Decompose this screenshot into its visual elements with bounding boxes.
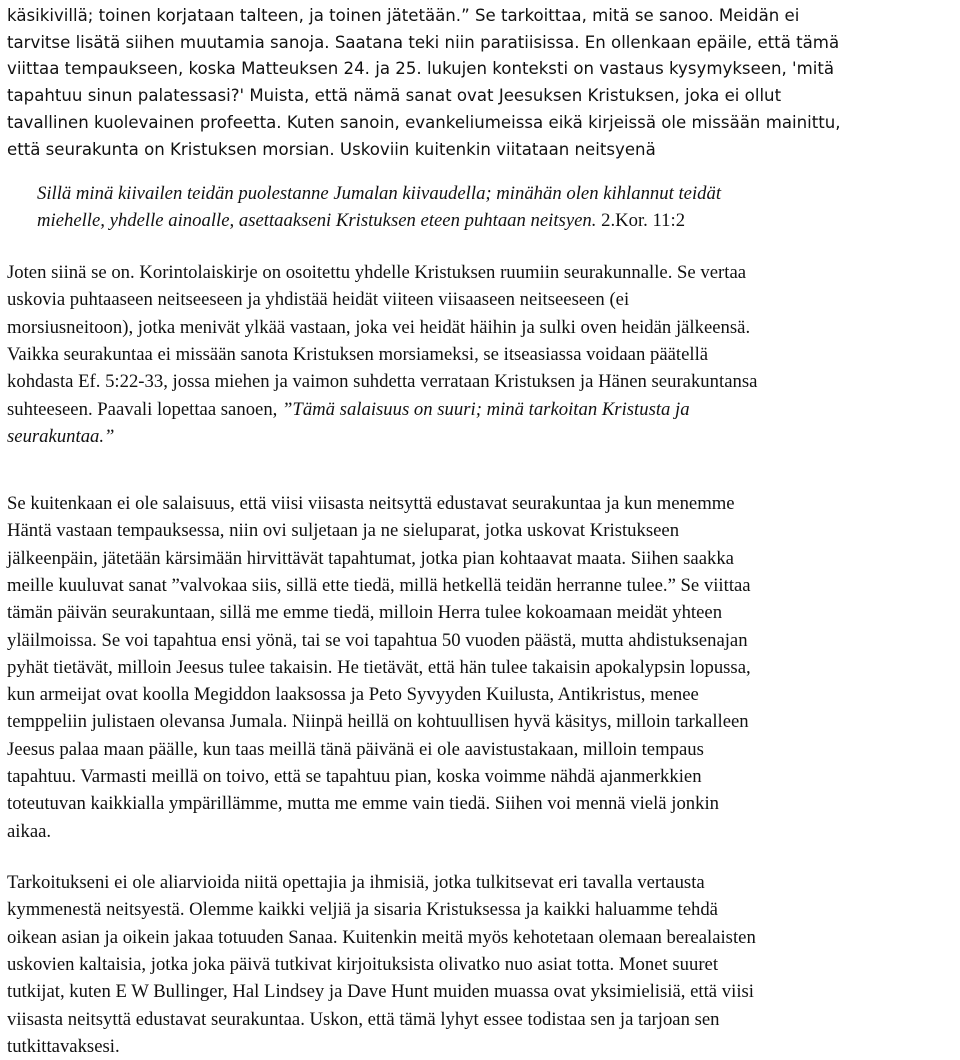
text-line: [7, 897, 718, 923]
text-line: [7, 137, 656, 163]
text-line: [7, 682, 699, 708]
text-line: [7, 1007, 720, 1033]
text-line: [7, 30, 839, 56]
text-line: [37, 208, 685, 234]
text-line: [7, 870, 705, 896]
text-span: Sillä minä kiivailen teidän puolestanne Jumalan kiivaudella; minähän olen kihlannut teidät: [37, 183, 722, 204]
text-span: Häntä vastaan tempauksessa, niin ovi suljetaan ja ne sieluparat, jotka uskovat Kristukseen: [7, 520, 680, 542]
text-span: tarvitse lisätä siihen muutamia sanoja. Saatana teki niin paratiisissa. En ollenkaan epäile, että tämä: [7, 32, 840, 52]
text-span: Tarkoitukseni ei ole aliarvioida niitä opettajia ja ihmisiä, jotka tulkitsevat eri tavalla vertausta: [7, 872, 705, 893]
text-span: miehelle, yhdelle ainoalle, asettaakseni Kristuksen eteen puhtaan neitsyen.: [37, 210, 602, 231]
text-span: tavallinen kuolevainen profeetta. Kuten sanoin, evankeliumeissa eikä kirjeissä ole missään mainittu,: [7, 112, 841, 132]
text-span: meille kuuluvat sanat ”valvokaa siis, sillä ette tiedä, millä hetkellä teidän herranne tulee.” Se viittaa: [7, 574, 751, 596]
text-line: [7, 709, 749, 735]
text-span: että seurakunta on Kristuksen morsian. Uskoviin kuitenkin viitataan neitsyenä: [7, 139, 656, 159]
text-line: [7, 83, 781, 109]
text-line: [7, 491, 735, 517]
text-span: tämän päivän seurakuntaan, sillä me emme tiedä, milloin Herra tulee kokoamaan meidät yhteen: [7, 602, 723, 624]
text-line: [7, 56, 834, 82]
text-span: Se kuitenkaan ei ole salaisuus, että viisi viisasta neitsyttä edustavat seurakuntaa ja kun menemme: [7, 493, 735, 514]
text-line: [7, 925, 756, 951]
text-span: viittaa tempaukseen, koska Matteuksen 24. ja 25. lukujen konteksti on vastaus kysymykseen, 'mitä: [7, 59, 835, 79]
text-span: suhteeseen. Paavali lopettaa sanoen,: [7, 398, 283, 420]
text-span: käsikivillä; toinen korjataan talteen, ja toinen jätetään.” Se tarkoittaa, mitä se sanoo. Meidän ei: [7, 6, 800, 25]
text-span: kun armeijat ovat koolla Megiddon laaksossa ja Peto Syvyyden Kuilusta, Antikristus, menee: [7, 684, 699, 706]
text-span: yläilmoissa. Se voi tapahtua ensi yönä, tai se voi tapahtua 50 vuoden päästä, mutta ahdistuksenajan: [7, 629, 748, 651]
text-line: [7, 110, 841, 136]
text-line: [7, 655, 751, 681]
text-span: uskovia puhtaaseen neitseeseen ja yhdistää heidät viiteen viisaaseen neitseeseen (ei: [7, 289, 630, 311]
text-span: seurakuntaa.”: [7, 425, 115, 447]
text-span: Jeesus palaa maan päälle, kun taas meillä tänä päivänä ei ole aavistustakaan, milloin tempaus: [7, 738, 704, 760]
text-line: [7, 369, 757, 395]
text-span: tutkittavaksesi.: [7, 1035, 120, 1057]
text-line: [7, 979, 754, 1005]
text-line: [7, 600, 722, 626]
text-line: [7, 737, 704, 763]
text-line: [7, 791, 719, 817]
text-line: [37, 181, 721, 207]
text-span: 2.Kor. 11:2: [601, 210, 686, 231]
text-line: [7, 952, 718, 978]
text-span: kymmenestä neitsyestä. Olemme kaikki veljiä ja sisaria Kristuksessa ja kaikki haluamme tehdä: [7, 899, 718, 921]
text-line: [7, 342, 708, 368]
text-line: [7, 628, 748, 654]
text-line: [7, 819, 51, 845]
text-span: temppeliin julistaen olevansa Jumala. Niinpä heillä on kohtuullisen hyvä käsitys, milloin tarkalleen: [7, 711, 749, 733]
text-span: tutkijat, kuten E W Bullinger, Hal Lindsey ja Dave Hunt muiden muassa ovat yksimielisiä, että viisi: [7, 981, 754, 1003]
text-line: [7, 3, 799, 29]
text-line: [7, 397, 690, 423]
text-span: oikean asian ja oikein jakaa totuuden Sanaa. Kuitenkin meitä myös kehotetaan olemaan berealaisten: [7, 926, 756, 948]
text-line: [7, 1034, 120, 1060]
text-span: jälkeenpäin, jätetään kärsimään hirvittävät tapahtumat, jotka pian kohtaavat maata. Siihen saakka: [7, 547, 734, 569]
text-span: pyhät tietävät, milloin Jeesus tulee takaisin. He tietävät, että hän tulee takaisin apokalypsin lopussa,: [7, 656, 751, 678]
text-span: tapahtuu. Varmasti meillä on toivo, että se tapahtuu pian, koska voimme nähdä ajanmerkkien: [7, 766, 702, 787]
text-line: [7, 260, 746, 286]
text-line: [7, 518, 679, 544]
text-span: morsiusneitoon), jotka menivät ylkää vastaan, joka vei heidät häihin ja sulki oven heidän jälkeensä.: [7, 316, 751, 338]
text-line: [7, 546, 734, 572]
text-span: toteutuvan kaikkialla ympärillämme, mutta me emme vain tiedä. Siihen voi mennä vielä jonkin: [7, 793, 720, 815]
text-span: aikaa.: [7, 820, 52, 842]
text-line: [7, 315, 750, 341]
text-line: [7, 287, 629, 313]
text-span: viisasta neitsyttä edustavat seurakuntaa. Uskon, että tämä lyhyt essee todistaa sen ja tarjoan sen: [7, 1008, 720, 1030]
text-span: uskovien kaltaisia, jotka joka päivä tutkivat kirjoituksista olivatko nuo asiat totta. Monet suuret: [7, 953, 719, 975]
text-span: Vaikka seurakuntaa ei missään sanota Kristuksen morsiameksi, se itseasiassa voidaan päätellä: [7, 343, 709, 365]
text-span: Joten siinä se on. Korintolaiskirje on osoitettu yhdelle Kristuksen ruumiin seurakunnalle. Se vertaa: [7, 262, 747, 283]
text-span: kohdasta Ef. 5:22-33, jossa miehen ja vaimon suhdetta verrataan Kristuksen ja Hänen seurakuntansa: [7, 371, 758, 393]
text-span: tapahtuu sinun palatessasi?' Muista, että nämä sanat ovat Jeesuksen Kristuksen, joka ei ollut: [7, 86, 782, 106]
text-line: [7, 764, 702, 790]
text-line: [7, 573, 751, 599]
text-line: [7, 424, 114, 450]
text-span: ”Tämä salaisuus on suuri; minä tarkoitan Kristusta ja: [282, 398, 690, 420]
